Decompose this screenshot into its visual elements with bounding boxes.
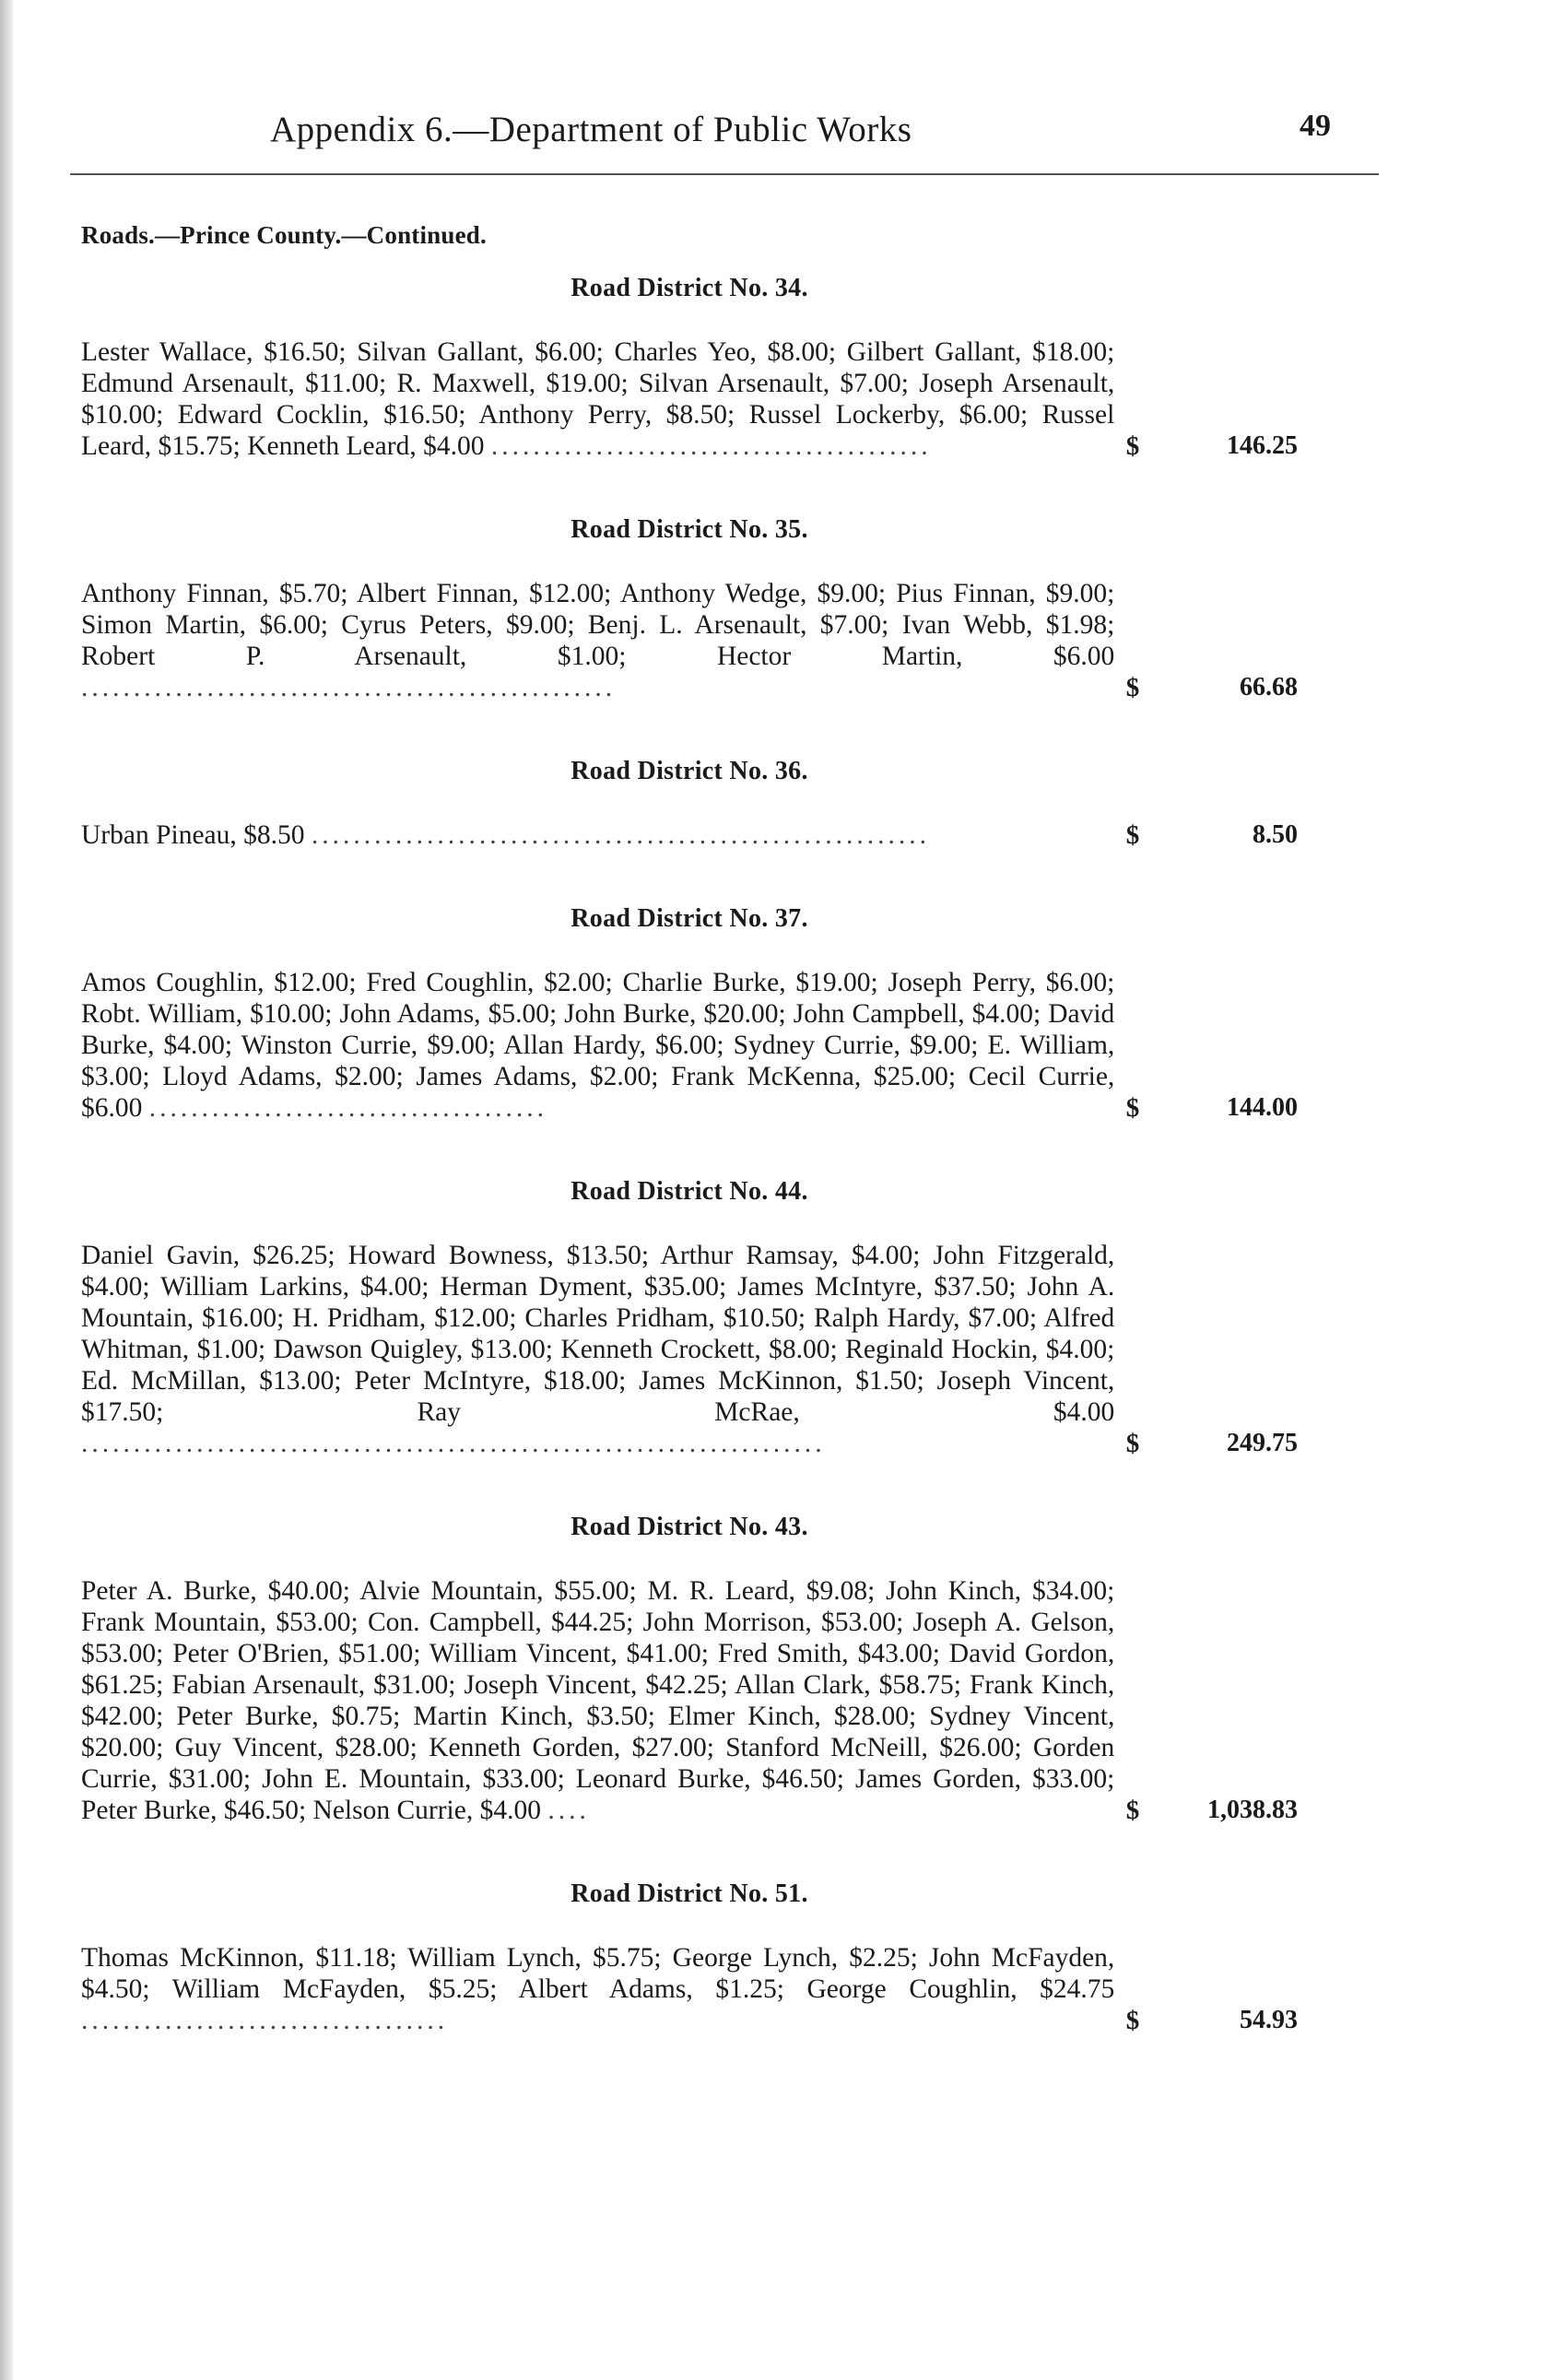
- district-heading: Road District No. 34.: [571, 274, 808, 302]
- district-entry: [81, 336, 1298, 462]
- district-heading: Road District No. 36.: [571, 757, 808, 785]
- district-heading: Road District No. 44.: [571, 1177, 808, 1206]
- payee-list: Amos Coughlin, $12.00; Fred Coughlin, $2.00; Charlie Burke, $19.00; Joseph Perry, $6.00; Robt. William, $10.00; John Adams, $5.00; John Burke, $20.00; John Campbell, $4.00; David Burke, $4.00; Winston Currie, $9.00; Allan Hardy, $6.00; Sydney Currie, $9.00; E. William, $3.00; Lloyd Adams, $2.00; James Adams, $2.00; Frank McKenna, $25.00; Cecil Currie, $6.00: [81, 968, 1115, 1123]
- district-total: 8.50: [1253, 820, 1298, 849]
- district-payees: [81, 336, 1114, 462]
- payee-list: Anthony Finnan, $5.70; Albert Finnan, $12.00; Anthony Wedge, $9.00; Pius Finnan, $9.00; Simon Martin, $6.00; Cyrus Peters, $9.00; Benj. L. Arsenault, $7.00; Ivan Webb, $1.98; Robert P. Arsenault, $1.00; Hector Martin, $6.00: [81, 579, 1115, 671]
- currency-sign: $: [1125, 431, 1140, 461]
- district-heading: Road District No. 37.: [571, 904, 808, 933]
- dot-leader: ...........................................................: [311, 820, 931, 850]
- payee-list: Lester Wallace, $16.50; Silvan Gallant, $6.00; Charles Yeo, $8.00; Gilbert Gallant, $18.00; Edmund Arsenault, $11.00; R. Maxwell, $19.00; Silvan Arsenault, $7.00; Joseph Arsenault, $10.00; Edward Cocklin, $16.50; Anthony Perry, $8.50; Russel Lockerby, $6.00; Russel Leard, $15.75; Kenneth Leard, $4.00: [81, 337, 1115, 461]
- currency-sign: $: [1125, 673, 1140, 702]
- district-section: [81, 274, 1298, 462]
- district-entry: [81, 819, 1298, 851]
- district-total: 54.93: [1240, 2006, 1298, 2034]
- district-entry: [81, 1575, 1298, 1826]
- district-section: [81, 1513, 1298, 1826]
- district-total: 144.00: [1227, 1093, 1298, 1122]
- currency-sign: $: [1125, 1429, 1140, 1458]
- dot-leader: ...................................: [81, 2006, 449, 2035]
- dot-leader: ...................................................: [81, 673, 617, 702]
- district-entry: [81, 1942, 1298, 2036]
- district-payees: [81, 1575, 1114, 1826]
- district-heading: Road District No. 51.: [571, 1879, 808, 1908]
- district-total: 66.68: [1240, 673, 1298, 701]
- header-rule: [70, 173, 1379, 175]
- district-total: 249.75: [1227, 1429, 1298, 1457]
- currency-sign: $: [1125, 820, 1140, 850]
- page-number: 49: [1300, 109, 1331, 143]
- currency-sign: $: [1125, 2006, 1140, 2035]
- dot-leader: ..........................................: [490, 431, 932, 461]
- document-page: [81, 0, 1331, 2036]
- district-total: 146.25: [1227, 431, 1298, 460]
- district-payees: [81, 967, 1114, 1124]
- page-binding-edge: [0, 0, 13, 2380]
- dot-leader: .......................................................................: [81, 1429, 826, 1458]
- payee-list: Peter A. Burke, $40.00; Alvie Mountain, $55.00; M. R. Leard, $9.08; John Kinch, $34.00; Frank Mountain, $53.00; Con. Campbell, $44.25; John Morrison, $53.00; Joseph A. Gelson, $53.00; Peter O'Brien, $51.00; William Vincent, $41.00; Fred Smith, $43.00; David Gordon, $61.25; Fabian Arsenault, $31.00; Joseph Vincent, $42.25; Allan Clark, $58.75; Frank Kinch, $42.00; Peter Burke, $0.75; Martin Kinch, $3.50; Elmer Kinch, $28.00; Sydney Vincent, $20.00; Guy Vincent, $28.00; Kenneth Gorden, $27.00; Stanford McNeill, $26.00; Gorden Currie, $31.00; John E. Mountain, $33.00; Leonard Burke, $46.50; James Gorden, $33.00; Peter Burke, $46.50; Nelson Currie, $4.00: [81, 1576, 1115, 1825]
- payee-list: Thomas McKinnon, $11.18; William Lynch, $5.75; George Lynch, $2.25; John McFayden, $4.50; William McFayden, $5.25; Albert Adams, $1.25; George Coughlin, $24.75: [81, 1943, 1115, 2004]
- district-section: [81, 1879, 1298, 2036]
- dot-leader: ......................................: [148, 1093, 547, 1123]
- district-heading: Road District No. 35.: [571, 515, 808, 544]
- district-entry: [81, 578, 1298, 703]
- district-entry: [81, 967, 1298, 1124]
- payee-list: Daniel Gavin, $26.25; Howard Bowness, $13.50; Arthur Ramsay, $4.00; John Fitzgerald, $4.00; William Larkins, $4.00; Herman Dyment, $35.00; James McIntyre, $37.50; John A. Mountain, $16.00; H. Pridham, $12.00; Charles Pridham, $10.50; Ralph Hardy, $7.00; Alfred Whitman, $1.00; Dawson Quigley, $13.00; Kenneth Crockett, $8.00; Reginald Hockin, $4.00; Ed. McMillan, $13.00; Peter McIntyre, $18.00; James McKinnon, $1.50; Joseph Vincent, $17.50; Ray McRae, $4.00: [81, 1241, 1115, 1427]
- district-payees: [81, 1942, 1114, 2036]
- district-heading: Road District No. 43.: [571, 1513, 808, 1541]
- page-header: [81, 0, 1331, 175]
- currency-sign: $: [1125, 1796, 1140, 1825]
- district-payees: [81, 578, 1114, 703]
- payee-list: Urban Pineau, $8.50: [81, 820, 305, 850]
- currency-sign: $: [1125, 1093, 1140, 1123]
- district-section: [81, 904, 1298, 1124]
- district-entry: [81, 1240, 1298, 1459]
- section-label: Roads.—Prince County.—Continued.: [81, 221, 487, 249]
- dot-leader: ....: [547, 1796, 590, 1825]
- district-payees: [81, 1240, 1114, 1459]
- page-title: Appendix 6.—Department of Public Works: [270, 110, 912, 149]
- district-total: 1,038.83: [1207, 1796, 1298, 1824]
- district-section: [81, 1177, 1298, 1459]
- district-section: [81, 515, 1298, 703]
- district-section: [81, 757, 1298, 851]
- district-payees: [81, 819, 1114, 851]
